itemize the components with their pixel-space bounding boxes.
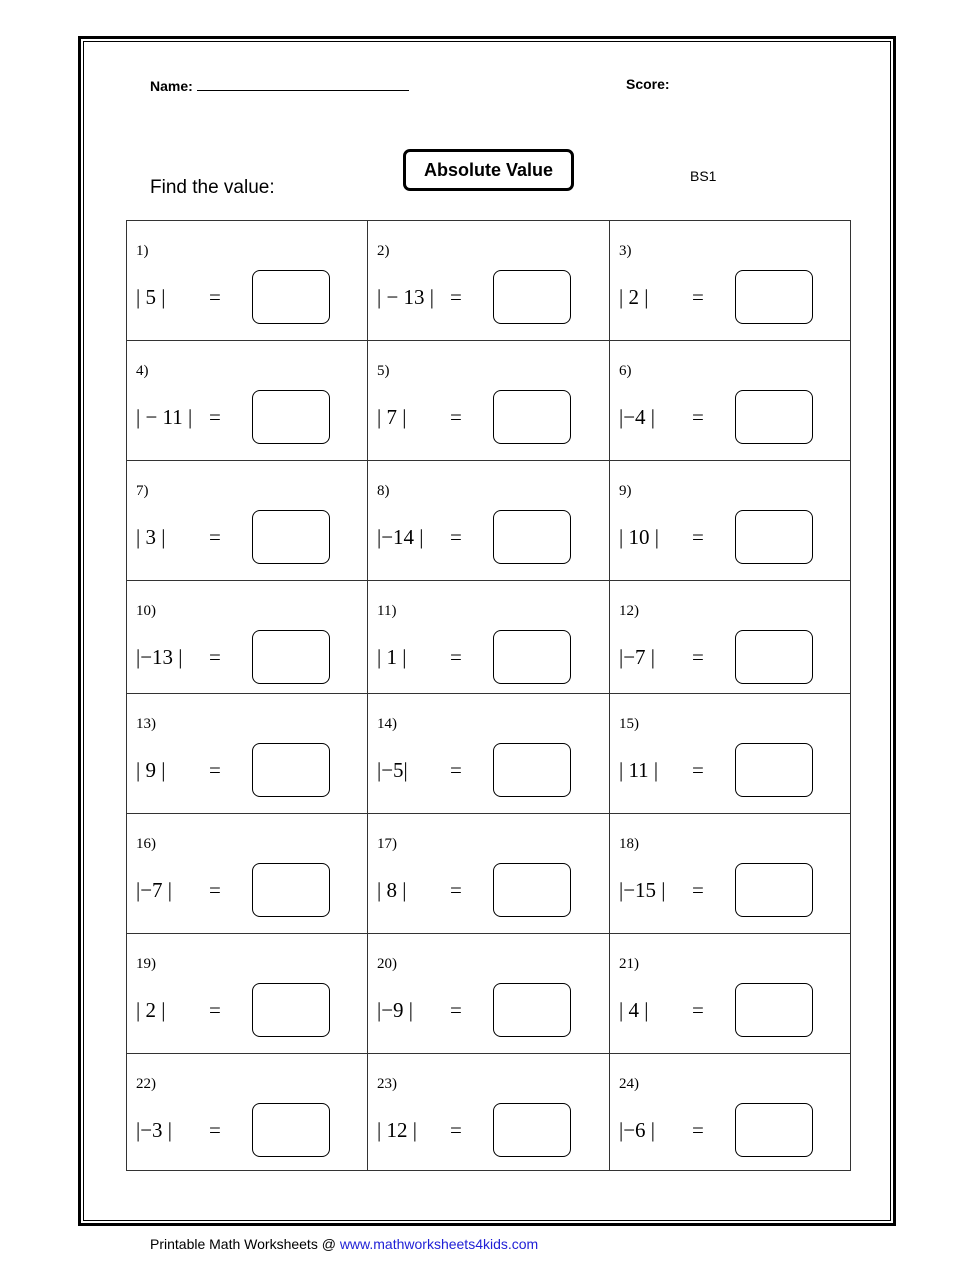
name-label: Name: xyxy=(150,78,193,94)
answer-box[interactable] xyxy=(735,743,813,797)
problem-expression: | 12 | xyxy=(377,1118,417,1142)
problem-cell xyxy=(368,581,610,694)
answer-box[interactable] xyxy=(735,983,813,1037)
problem-expression: | 9 | xyxy=(136,758,166,782)
problem-number: 10) xyxy=(136,603,156,619)
problem-number: 23) xyxy=(377,1076,397,1092)
problem-expression: | 2 | xyxy=(619,285,649,309)
answer-box[interactable] xyxy=(493,270,571,324)
problem-expression: | 7 | xyxy=(377,405,407,429)
problem-number: 3) xyxy=(619,243,632,259)
answer-box[interactable] xyxy=(252,743,330,797)
problem-number: 5) xyxy=(377,363,390,379)
problem-cell xyxy=(127,1054,368,1170)
problem-number: 9) xyxy=(619,483,632,499)
equals-sign: = xyxy=(450,998,462,1022)
problem-number: 21) xyxy=(619,956,639,972)
problem-cell xyxy=(368,1054,610,1170)
problem-number: 18) xyxy=(619,836,639,852)
problem-expression: | 1 | xyxy=(377,645,407,669)
problem-cell xyxy=(127,461,368,581)
answer-box[interactable] xyxy=(493,983,571,1037)
problem-expression: |−7 | xyxy=(136,878,173,902)
equals-sign: = xyxy=(209,525,221,549)
equals-sign: = xyxy=(450,525,462,549)
problem-expression: | 10 | xyxy=(619,525,659,549)
equals-sign: = xyxy=(209,998,221,1022)
problem-expression: |−5| xyxy=(377,758,408,782)
answer-box[interactable] xyxy=(252,863,330,917)
problem-expression: |−14 | xyxy=(377,525,424,549)
problem-number: 2) xyxy=(377,243,390,259)
problem-cell xyxy=(127,341,368,461)
equals-sign: = xyxy=(692,878,704,902)
equals-sign: = xyxy=(209,645,221,669)
problem-cell xyxy=(610,461,850,581)
problem-expression: | 2 | xyxy=(136,998,166,1022)
equals-sign: = xyxy=(450,878,462,902)
problem-number: 4) xyxy=(136,363,149,379)
problem-number: 16) xyxy=(136,836,156,852)
equals-sign: = xyxy=(450,645,462,669)
equals-sign: = xyxy=(692,285,704,309)
worksheet-title-text: Absolute Value xyxy=(423,159,554,180)
problem-expression: |−7 | xyxy=(619,645,656,669)
answer-box[interactable] xyxy=(493,510,571,564)
problem-expression: | 11 | xyxy=(619,758,659,782)
answer-box[interactable] xyxy=(735,270,813,324)
problem-number: 7) xyxy=(136,483,149,499)
problem-cell xyxy=(610,814,850,934)
problem-cell xyxy=(368,934,610,1054)
name-field xyxy=(150,76,409,94)
problem-number: 14) xyxy=(377,716,397,732)
answer-box[interactable] xyxy=(735,510,813,564)
problem-cell xyxy=(610,221,850,341)
problem-number: 20) xyxy=(377,956,397,972)
problem-number: 11) xyxy=(377,603,397,619)
footer-text: Printable Math Worksheets @ xyxy=(150,1236,340,1252)
answer-box[interactable] xyxy=(252,630,330,684)
problem-expression: |−3 | xyxy=(136,1118,173,1142)
footer xyxy=(150,1236,538,1252)
equals-sign: = xyxy=(692,758,704,782)
answer-box[interactable] xyxy=(493,630,571,684)
equals-sign: = xyxy=(209,405,221,429)
problem-cell xyxy=(610,581,850,694)
worksheet-code: BS1 xyxy=(690,168,717,184)
equals-sign: = xyxy=(209,285,221,309)
problem-cell xyxy=(610,341,850,461)
answer-box[interactable] xyxy=(493,390,571,444)
problem-number: 17) xyxy=(377,836,397,852)
problem-cell xyxy=(610,934,850,1054)
problem-cell xyxy=(610,1054,850,1170)
problem-expression: |−13 | xyxy=(136,645,183,669)
problem-expression: | − 13 | xyxy=(377,285,435,309)
problem-cell xyxy=(127,814,368,934)
answer-box[interactable] xyxy=(735,630,813,684)
problem-expression: | − 11 | xyxy=(136,405,193,429)
problem-expression: |−4 | xyxy=(619,405,656,429)
equals-sign: = xyxy=(692,1118,704,1142)
problem-expression: | 3 | xyxy=(136,525,166,549)
problem-expression: | 8 | xyxy=(377,878,407,902)
answer-box[interactable] xyxy=(252,983,330,1037)
answer-box[interactable] xyxy=(735,390,813,444)
equals-sign: = xyxy=(450,285,462,309)
score-label: Score: xyxy=(626,76,670,92)
problem-cell xyxy=(368,694,610,814)
problem-expression: |−15 | xyxy=(619,878,666,902)
answer-box[interactable] xyxy=(252,390,330,444)
problem-cell xyxy=(127,221,368,341)
problem-cell xyxy=(368,814,610,934)
equals-sign: = xyxy=(450,758,462,782)
problem-expression: |−6 | xyxy=(619,1118,656,1142)
problem-expression: | 4 | xyxy=(619,998,649,1022)
equals-sign: = xyxy=(209,1118,221,1142)
equals-sign: = xyxy=(450,405,462,429)
problem-cell xyxy=(127,694,368,814)
problem-number: 6) xyxy=(619,363,632,379)
equals-sign: = xyxy=(692,998,704,1022)
problem-number: 24) xyxy=(619,1076,639,1092)
answer-box[interactable] xyxy=(735,863,813,917)
answer-box[interactable] xyxy=(735,1103,813,1157)
problem-number: 1) xyxy=(136,243,149,259)
problem-cell xyxy=(127,934,368,1054)
equals-sign: = xyxy=(209,878,221,902)
problem-cell xyxy=(127,581,368,694)
problem-expression: | 5 | xyxy=(136,285,166,309)
problem-cell xyxy=(368,341,610,461)
problem-number: 8) xyxy=(377,483,390,499)
problem-number: 22) xyxy=(136,1076,156,1092)
problem-number: 13) xyxy=(136,716,156,732)
name-blank-line[interactable] xyxy=(197,76,409,91)
footer-link[interactable]: www.mathworksheets4kids.com xyxy=(339,1236,539,1252)
answer-box[interactable] xyxy=(493,863,571,917)
equals-sign: = xyxy=(692,645,704,669)
equals-sign: = xyxy=(692,525,704,549)
problem-number: 19) xyxy=(136,956,156,972)
equals-sign: = xyxy=(209,758,221,782)
instruction-text: Find the value: xyxy=(150,177,275,198)
answer-box[interactable] xyxy=(252,270,330,324)
equals-sign: = xyxy=(692,405,704,429)
problem-number: 12) xyxy=(619,603,639,619)
problem-cell xyxy=(368,221,610,341)
problem-cell xyxy=(368,461,610,581)
answer-box[interactable] xyxy=(493,1103,571,1157)
answer-box[interactable] xyxy=(252,510,330,564)
problem-cell xyxy=(610,694,850,814)
answer-box[interactable] xyxy=(493,743,571,797)
answer-box[interactable] xyxy=(252,1103,330,1157)
worksheet-title xyxy=(403,149,574,191)
problem-number: 15) xyxy=(619,716,639,732)
problem-expression: |−9 | xyxy=(377,998,414,1022)
equals-sign: = xyxy=(450,1118,462,1142)
problem-grid xyxy=(126,220,851,1171)
